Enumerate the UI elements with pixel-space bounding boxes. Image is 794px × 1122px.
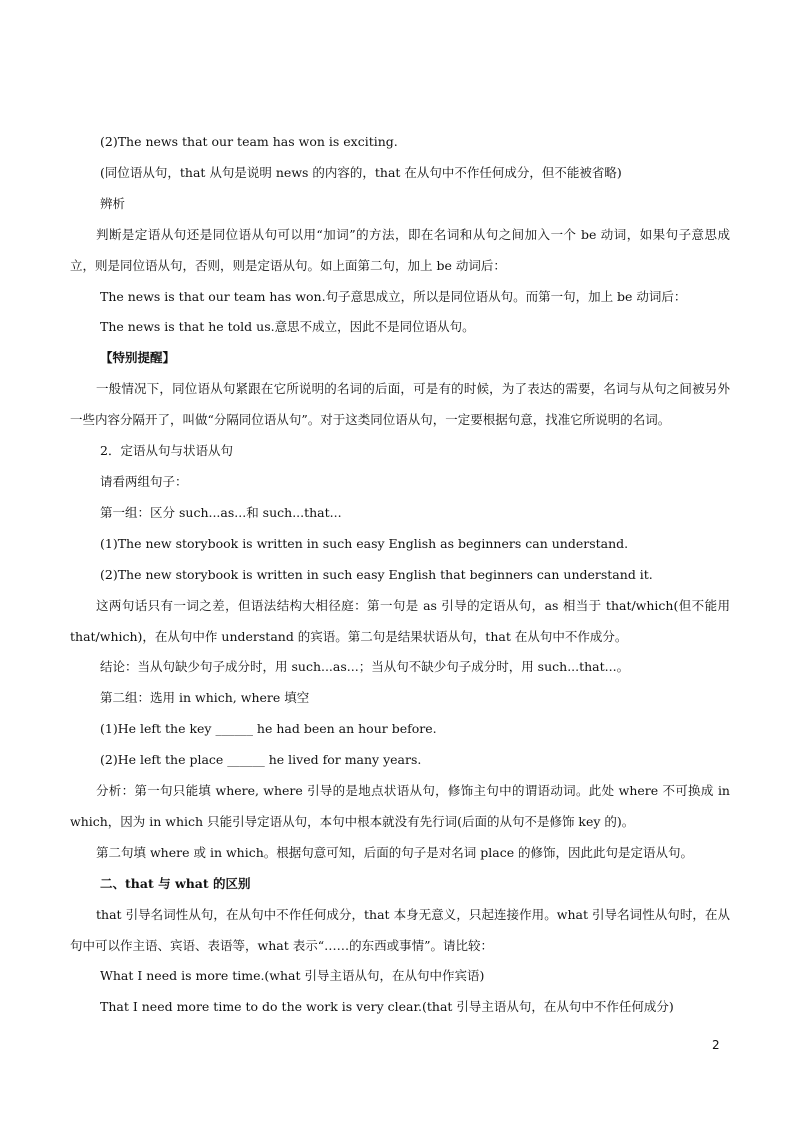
example-sentence: (1)The new storybook is written in such easy English as beginners can understand.	[100, 535, 629, 551]
example-sentence: The news is that our team has won.句子意思成立，所以是同位语从句。而第一句，加上 be 动词后：	[100, 288, 687, 304]
paragraph: that 引导名词性从句，在从句中不作任何成分，that 本身无意义，只起连接作用。what 引导名词性从句时，在从句中可以作主语、宾语、表语等，what 表示“……的东西或事情”。请比较：	[70, 906, 730, 953]
tip-heading: 【特别提醒】	[100, 350, 176, 366]
group-label: 第一组：区分 such...as...和 such...that...	[100, 504, 342, 520]
example-sentence: (1)He left the key ______ he had been an hour before.	[100, 721, 437, 737]
page-number: 2	[712, 1038, 720, 1052]
page-content	[70, 127, 730, 1023]
section-heading: 二、that 与 what 的区别	[100, 875, 251, 891]
paragraph: 分析：第一句只能填 where, where 引导的是地点状语从句，修饰主句中的谓语动词。此处 where 不可换成 in which，因为 in which 只能引导定语从句，本句中根本就没有先行词(后面的从句不是修饰 key 的)。	[70, 783, 730, 829]
example-sentence: (2)He left the place ______ he lived for many years.	[100, 752, 422, 768]
subsection-heading: 2．定语从句与状语从句	[100, 443, 233, 459]
paragraph: 判断是定语从句还是同位语从句可以用“加词”的方法，即在名词和从句之间加入一个 be 动词，如果句子意思成立，则是同位语从句，否则，则是定语从句。如上面第二句，加上 be 动词后：	[70, 226, 730, 273]
explanation-note: (同位语从句，that 从句是说明 news 的内容的，that 在从句中不作任何成分，但不能被省略)	[100, 164, 622, 180]
group-label: 第二组：选用 in which, where 填空	[100, 690, 310, 706]
section-label: 请看两组句子：	[100, 473, 188, 489]
example-sentence: (2)The new storybook is written in such easy English that beginners can understand it.	[100, 566, 653, 582]
example-sentence: The news is that he told us.意思不成立，因此不是同位语从句。	[100, 319, 475, 335]
example-sentence: (2)The news that our team has won is exciting.	[100, 134, 398, 149]
paragraph: 第二句填 where 或 in which。根据句意可知，后面的句子是对名词 place 的修饰，因此此句是定语从句。	[96, 844, 694, 860]
example-sentence: That I need more time to do the work is very clear.(that 引导主语从句，在从句中不作任何成分)	[100, 999, 674, 1015]
conclusion-line: 结论：当从句缺少句子成分时，用 such...as...；当从句不缺少句子成分时，用 such...that...。	[100, 659, 630, 675]
section-label: 辨析	[100, 195, 126, 211]
paragraph: 这两句话只有一词之差，但语法结构大相径庭：第一句是 as 引导的定语从句，as 相当于 that/which(但不能用 that/which)，在从句中作 understand 的宾语。第二句是结果状语从句，that 在从句中不作成分。	[70, 597, 730, 644]
example-sentence: What I need is more time.(what 引导主语从句，在从句中作宾语)	[100, 968, 485, 984]
paragraph: 一般情况下，同位语从句紧跟在它所说明的名词的后面，可是有的时候，为了表达的需要，名词与从句之间被另外一些内容分隔开了，叫做“分隔同位语从句”。对于这类同位语从句，一定要根据句意，找准它所说明的名词。	[70, 381, 730, 428]
